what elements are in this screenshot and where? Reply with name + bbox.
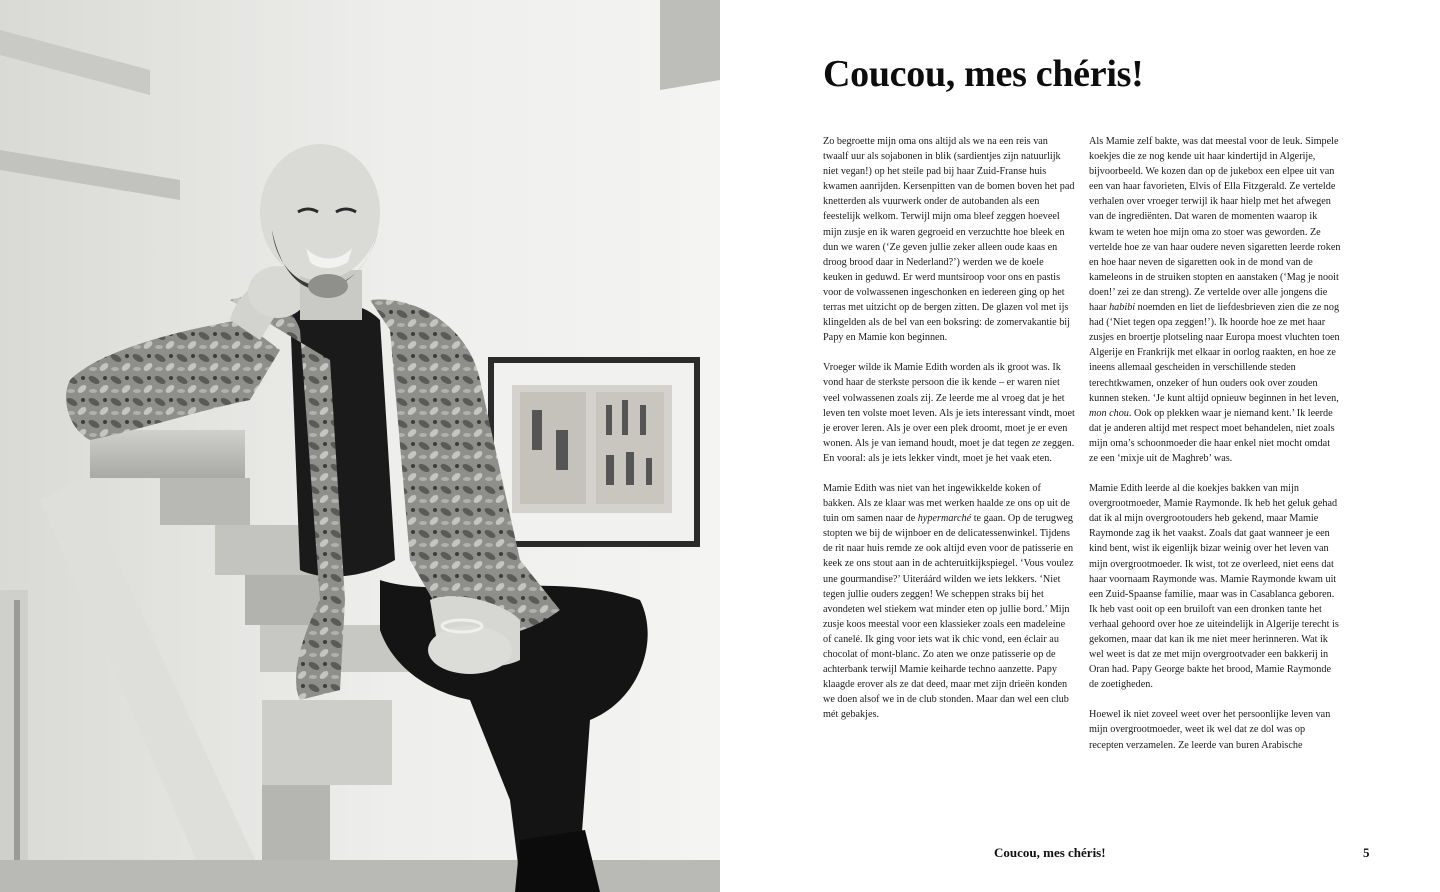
paragraph: Hoewel ik niet zoveel weet over het persoonlijke leven van mijn overgrootmoeder, weet ik wel dat ze dol was op recepten verzamelen. Ze leerde van buren Arabische bbox=[1089, 709, 1331, 751]
text-page bbox=[720, 0, 1440, 892]
running-footer-title: Coucou, mes chéris! bbox=[994, 845, 1106, 860]
text-column-right bbox=[1089, 134, 1341, 768]
paragraph: Zo begroette mijn oma ons altijd als we na een reis van twaalf uur als sojabonen in blik (sardientjes zijn natuurlijk niet vegan!) op het steile pad bij haar Zuid-Franse huis kwamen aanrijden. Kersenpitten van de bomen boven het pad knetterden als vuurwerk onder de autobanden als een feestelijk welkom. Terwijl mijn oma bleef zeggen hoeveel mijn zusje en ik waren gegroeid en verzuchtte hoe bleek en dun we waren (‘Ze geven jullie zeker alleen oude kaas en droog brood daar in Nederland?’) werden we de koele keuken in geduwd. Er werd muntsiroop voor ons en pastis voor de volwassenen ingeschonken en iedereen ging op het terras met uitzicht op de bergen zitten. De glazen vol met ijs klingelden als de bel van een boksring: de zomervakantie bij Papy en Mamie kon beginnen. bbox=[823, 136, 1075, 344]
paragraph: Als Mamie zelf bakte, was dat meestal voor de leuk. Simpele koekjes die ze nog kende uit haar kindertijd in Algerije, bijvoorbeeld. We kozen dan op de jukebox een elpee uit van een van haar favorieten, Elvis of Ella Fitzgerald. Ze vertelde verhalen over vroeger terwijl ik haar hielp met het afwegen van de ingrediënten. Dat waren de momenten waarop ik kwam te weten hoe mijn oma zo stoer was geworden. Ze vertelde hoe ze van haar oudere neven sigaretten leerde roken en hoe haar neven de sigaretten ook in de mond van de kameleons in de struiken stopten en aanstaken (‘Mag je nooit doen!’ zei ze dan streng). Ze vertelde over alle jongens die haar habibi noemden en liet de liefdesbrieven zien die ze nog had (‘Niet tegen opa zeggen!’). Ik hoorde hoe ze met haar zusjes en broertje plotseling naar Europa moest vluchten toen Algerije en Frankrijk met elkaar in oorlog raakten, en hoe ze ineens allemaal gescheiden in verschillende steden terechtkwamen, onzeker of hun ouders ook over zouden kunnen steken. ‘Je kunt altijd opnieuw beginnen in het leven, mon chou. Ook op plekken waar je niemand kent.’ Ik leerde dat je anderen altijd met respect moet behandelen, niet zoals mijn oma’s schoonmoeder die haar enkel niet mocht omdat ze een ‘mixje uit de Maghreb’ was. bbox=[1089, 136, 1341, 464]
paragraph: Vroeger wilde ik Mamie Edith worden als ik groot was. Ik vond haar de sterkste persoon die ik kende – er waren niet veel volwassenen zoals zij. Ze leerde me al vroeg dat je het leven ten volste moet leven. Als je iets interessant vindt, moet je erover leren. Als je over een plek droomt, moet je er even wonen. Als je van iemand houdt, moet je dat tegen ze zeggen. En vooral: als je iets lekker vindt, moet je het vaak eten. bbox=[823, 362, 1075, 464]
text-column-left bbox=[823, 134, 1075, 737]
article-title: Coucou, mes chéris! bbox=[823, 53, 1144, 95]
paragraph: Mamie Edith leerde al die koekjes bakken van mijn overgrootmoeder, Mamie Raymonde. Ik heb het geluk gehad dat ik al mijn overgrootouders heb gekend, maar Mamie Raymonde zag ik het vaakst. Zoals dat gaat wanneer je een kind bent, wist ik eigenlijk bizar weinig over het leven van mijn overgrootmoeder. Ik wist, tot ze overleed, niet eens dat haar voornaam Raymonde was. Mamie Raymonde kwam uit een Zuid-Spaanse familie, maar was in Casablanca geboren. Ik heb vast ooit op een bruiloft van een dronken tante het verhaal gehoord over hoe ze uiteindelijk in Algerije terecht is gekomen, maar dat kan ik me niet meer herinneren. Wat ik wel weet is dat ze met mijn overgrootvader een bakkerij in Oran had. Papy George bakte het brood, Mamie Raymonde de zoetigheden. bbox=[1089, 483, 1339, 691]
page-number: 5 bbox=[1363, 845, 1370, 860]
paragraph: Mamie Edith was niet van het ingewikkelde koken of bakken. Als ze klaar was met werken haalde ze ons op uit de tuin om samen naar de hypermarché te gaan. Op de terugweg stopten we bij de wijnboer en de delicatessenwinkel. Tijdens de rit naar huis remde ze ook altijd even voor de patisserie en keek ze ons stout aan in de achteruitkijkspiegel. ‘Vous voulez une gourmandise?’ Uiteráárd wilden we iets lekkers. ‘Niet tegen jullie ouders zeggen! We scheppen straks bij het avondeten wel stiekem wat minder eten op jullie bord.’ Mijn zusje koos meestal voor een klassieker zoals een madeleine of canelé. Ik ging voor iets wat ik chic vond, een éclair au chocolat of mont-blanc. Zo aten we onze patisserie op de achterbank terwijl Mamie keiharde techno aanzette. Papy klaagde erover als ze dat deed, maar met zijn drieën konden we doen alsof we in de club stonden. Maar dan wel een club mét gebakjes. bbox=[823, 482, 1074, 721]
